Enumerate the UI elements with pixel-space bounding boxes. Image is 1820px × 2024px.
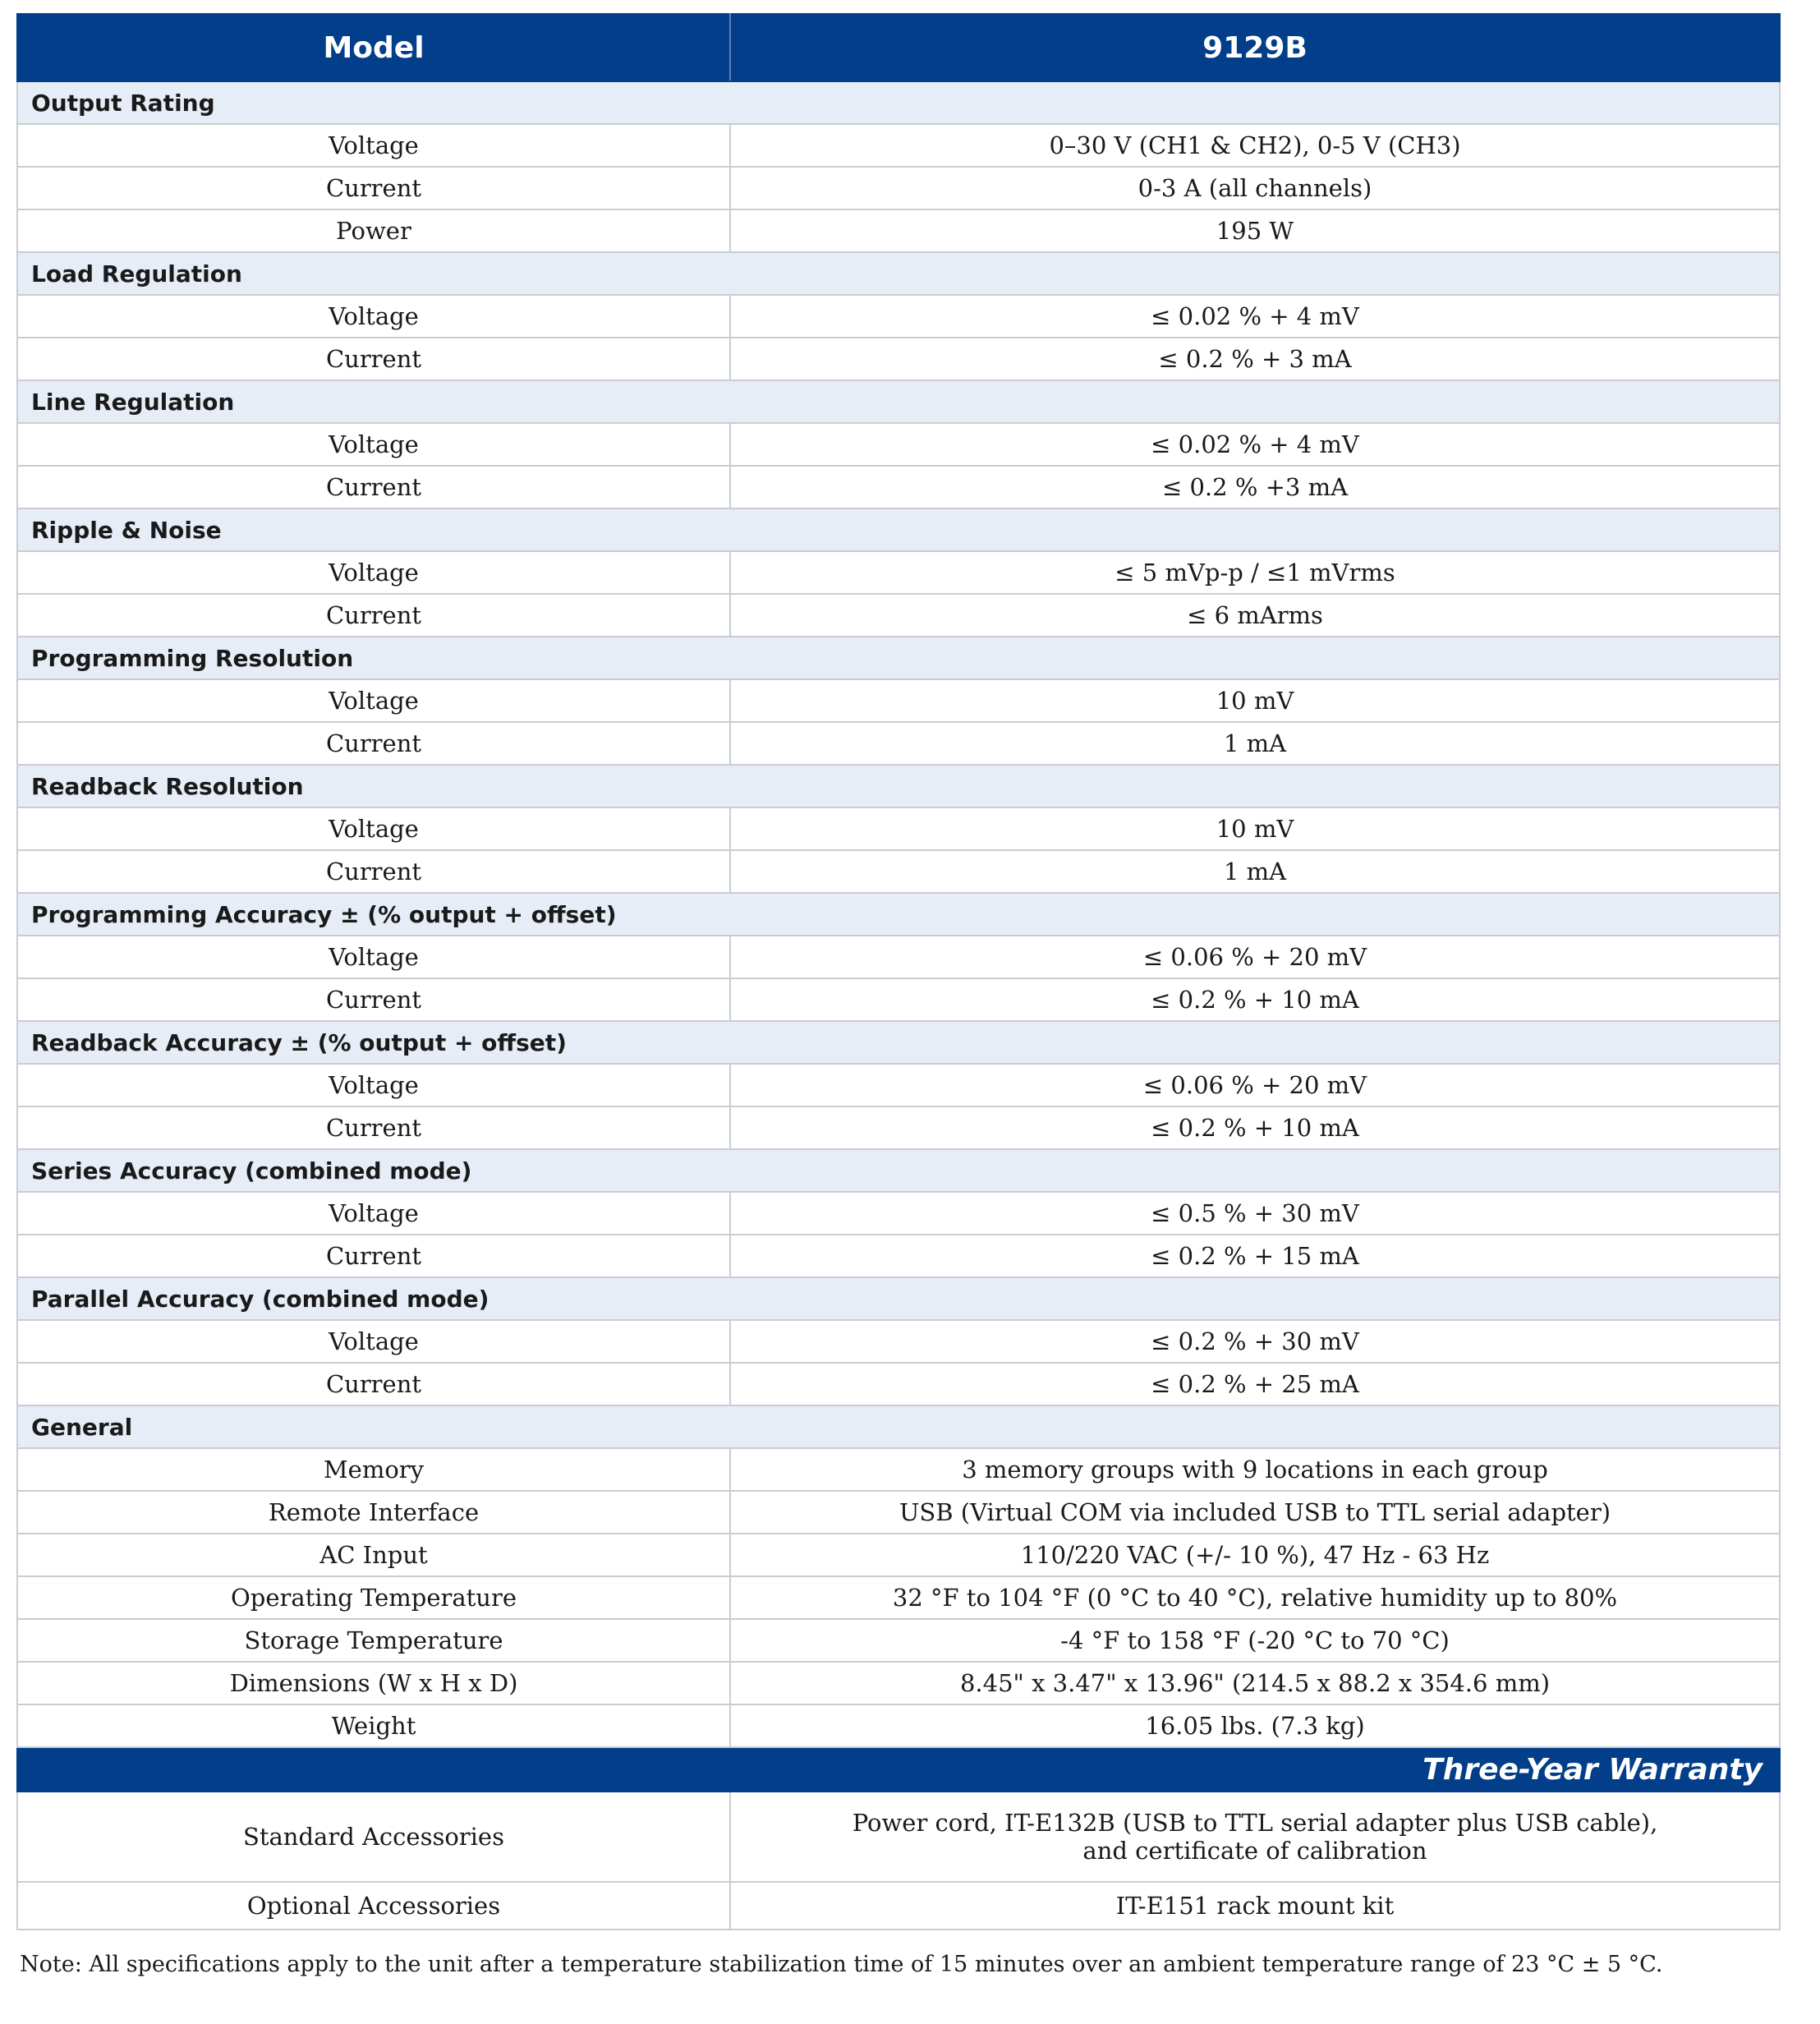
spec-row bbox=[17, 209, 1780, 252]
spec-row bbox=[17, 423, 1780, 466]
section-title: Programming Resolution bbox=[17, 637, 1780, 679]
spec-row bbox=[17, 807, 1780, 850]
warranty-banner: Three-Year Warranty bbox=[17, 1747, 1780, 1792]
section-title: Programming Accuracy ± (% output + offset) bbox=[17, 893, 1780, 936]
spec-row bbox=[17, 167, 1780, 209]
section-header-row bbox=[17, 1405, 1780, 1448]
spec-value: 0–30 V (CH1 & CH2), 0-5 V (CH3) bbox=[730, 124, 1780, 167]
spec-row bbox=[17, 1576, 1780, 1619]
optional-accessories-label: Optional Accessories bbox=[17, 1882, 730, 1930]
spec-row bbox=[17, 1192, 1780, 1235]
spec-value: ≤ 0.2 % +3 mA bbox=[730, 466, 1780, 508]
spec-label: Voltage bbox=[17, 807, 730, 850]
section-header-row bbox=[17, 81, 1780, 124]
spec-row bbox=[17, 466, 1780, 508]
spec-value: ≤ 0.2 % + 10 mA bbox=[730, 1106, 1780, 1149]
section-header-row bbox=[17, 1149, 1780, 1192]
section-title: Load Regulation bbox=[17, 252, 1780, 295]
spec-row bbox=[17, 338, 1780, 380]
section-title: Readback Accuracy ± (% output + offset) bbox=[17, 1021, 1780, 1064]
spec-row bbox=[17, 1534, 1780, 1576]
spec-row bbox=[17, 594, 1780, 637]
spec-row bbox=[17, 1619, 1780, 1662]
spec-value: 0-3 A (all channels) bbox=[730, 167, 1780, 209]
spec-row bbox=[17, 1363, 1780, 1405]
spec-label: Current bbox=[17, 1106, 730, 1149]
spec-value: 16.05 lbs. (7.3 kg) bbox=[730, 1704, 1780, 1747]
spec-row bbox=[17, 295, 1780, 338]
spec-label: Memory bbox=[17, 1448, 730, 1491]
section-header-row bbox=[17, 380, 1780, 423]
spec-row bbox=[17, 936, 1780, 978]
spec-label: AC Input bbox=[17, 1534, 730, 1576]
optional-accessories-value: IT-E151 rack mount kit bbox=[730, 1882, 1780, 1930]
standard-accessories-line1: Power cord, IT-E132B (USB to TTL serial adapter plus USB cable), bbox=[852, 1809, 1658, 1837]
warranty-row bbox=[17, 1747, 1780, 1792]
spec-value: ≤ 0.2 % + 25 mA bbox=[730, 1363, 1780, 1405]
spec-label: Current bbox=[17, 167, 730, 209]
spec-label: Voltage bbox=[17, 295, 730, 338]
section-title: Parallel Accuracy (combined mode) bbox=[17, 1277, 1780, 1320]
spec-row bbox=[17, 1106, 1780, 1149]
spec-row bbox=[17, 679, 1780, 722]
section-title: Output Rating bbox=[17, 81, 1780, 124]
spec-value: ≤ 6 mArms bbox=[730, 594, 1780, 637]
spec-value: 8.45" x 3.47" x 13.96" (214.5 x 88.2 x 354.6 mm) bbox=[730, 1662, 1780, 1704]
spec-value: ≤ 0.02 % + 4 mV bbox=[730, 295, 1780, 338]
footnote: Note: All specifications apply to the unit after a temperature stabilization time of 15 minutes over an ambient temperature range of 23 °C ± 5 °C. bbox=[20, 1952, 1663, 1977]
accessories-body bbox=[17, 1747, 1780, 1930]
spec-label: Voltage bbox=[17, 423, 730, 466]
spec-label: Current bbox=[17, 338, 730, 380]
section-header-row bbox=[17, 508, 1780, 551]
standard-accessories-row bbox=[17, 1792, 1780, 1882]
section-title: General bbox=[17, 1405, 1780, 1448]
spec-row bbox=[17, 1448, 1780, 1491]
spec-value: ≤ 0.2 % + 10 mA bbox=[730, 978, 1780, 1021]
header-model: Model bbox=[17, 14, 730, 81]
spec-label: Power bbox=[17, 209, 730, 252]
spec-label: Voltage bbox=[17, 936, 730, 978]
optional-accessories-row bbox=[17, 1882, 1780, 1930]
standard-accessories-value bbox=[730, 1792, 1780, 1882]
section-title: Line Regulation bbox=[17, 380, 1780, 423]
spec-value: ≤ 5 mVp-p / ≤1 mVrms bbox=[730, 551, 1780, 594]
spec-value: 3 memory groups with 9 locations in each group bbox=[730, 1448, 1780, 1491]
spec-label: Voltage bbox=[17, 679, 730, 722]
spec-row bbox=[17, 850, 1780, 893]
spec-label: Current bbox=[17, 466, 730, 508]
spec-value: 1 mA bbox=[730, 722, 1780, 765]
spec-row bbox=[17, 124, 1780, 167]
spec-label: Voltage bbox=[17, 1192, 730, 1235]
spec-label: Current bbox=[17, 722, 730, 765]
spec-label: Storage Temperature bbox=[17, 1619, 730, 1662]
spec-value: ≤ 0.5 % + 30 mV bbox=[730, 1192, 1780, 1235]
spec-label: Current bbox=[17, 978, 730, 1021]
spec-row bbox=[17, 551, 1780, 594]
spec-label: Dimensions (W x H x D) bbox=[17, 1662, 730, 1704]
section-header-row bbox=[17, 1277, 1780, 1320]
spec-label: Voltage bbox=[17, 1320, 730, 1363]
header-row bbox=[17, 14, 1780, 81]
spec-row bbox=[17, 1491, 1780, 1534]
spec-value: ≤ 0.06 % + 20 mV bbox=[730, 1064, 1780, 1106]
spec-label: Current bbox=[17, 850, 730, 893]
section-header-row bbox=[17, 252, 1780, 295]
spec-row bbox=[17, 1064, 1780, 1106]
spec-value: ≤ 0.2 % + 3 mA bbox=[730, 338, 1780, 380]
spec-value: 195 W bbox=[730, 209, 1780, 252]
section-header-row bbox=[17, 1021, 1780, 1064]
spec-value: ≤ 0.06 % + 20 mV bbox=[730, 936, 1780, 978]
spec-label: Current bbox=[17, 1363, 730, 1405]
spec-label: Voltage bbox=[17, 124, 730, 167]
spec-value: 10 mV bbox=[730, 807, 1780, 850]
standard-accessories-label: Standard Accessories bbox=[17, 1792, 730, 1882]
spec-label: Current bbox=[17, 594, 730, 637]
spec-row bbox=[17, 978, 1780, 1021]
spec-row bbox=[17, 1235, 1780, 1277]
spec-value: 32 °F to 104 °F (0 °C to 40 °C), relative humidity up to 80% bbox=[730, 1576, 1780, 1619]
section-title: Readback Resolution bbox=[17, 765, 1780, 807]
spec-value: -4 °F to 158 °F (-20 °C to 70 °C) bbox=[730, 1619, 1780, 1662]
section-header-row bbox=[17, 637, 1780, 679]
spec-value: 1 mA bbox=[730, 850, 1780, 893]
spec-row bbox=[17, 1704, 1780, 1747]
spec-value: 110/220 VAC (+/- 10 %), 47 Hz - 63 Hz bbox=[730, 1534, 1780, 1576]
spec-value: ≤ 0.2 % + 30 mV bbox=[730, 1320, 1780, 1363]
spec-row bbox=[17, 722, 1780, 765]
section-header-row bbox=[17, 765, 1780, 807]
spec-value: 10 mV bbox=[730, 679, 1780, 722]
spec-value: ≤ 0.2 % + 15 mA bbox=[730, 1235, 1780, 1277]
spec-row bbox=[17, 1662, 1780, 1704]
spec-label: Current bbox=[17, 1235, 730, 1277]
spec-value: ≤ 0.02 % + 4 mV bbox=[730, 423, 1780, 466]
standard-accessories-line2: and certificate of calibration bbox=[1082, 1837, 1427, 1865]
spec-row bbox=[17, 1320, 1780, 1363]
spec-label: Weight bbox=[17, 1704, 730, 1747]
header-model-number: 9129B bbox=[730, 14, 1780, 81]
section-title: Ripple & Noise bbox=[17, 508, 1780, 551]
spec-table bbox=[16, 13, 1781, 1930]
spec-label: Voltage bbox=[17, 551, 730, 594]
spec-label: Voltage bbox=[17, 1064, 730, 1106]
section-header-row bbox=[17, 893, 1780, 936]
spec-body bbox=[17, 81, 1780, 1747]
spec-label: Operating Temperature bbox=[17, 1576, 730, 1619]
spec-label: Remote Interface bbox=[17, 1491, 730, 1534]
section-title: Series Accuracy (combined mode) bbox=[17, 1149, 1780, 1192]
spec-value: USB (Virtual COM via included USB to TTL serial adapter) bbox=[730, 1491, 1780, 1534]
